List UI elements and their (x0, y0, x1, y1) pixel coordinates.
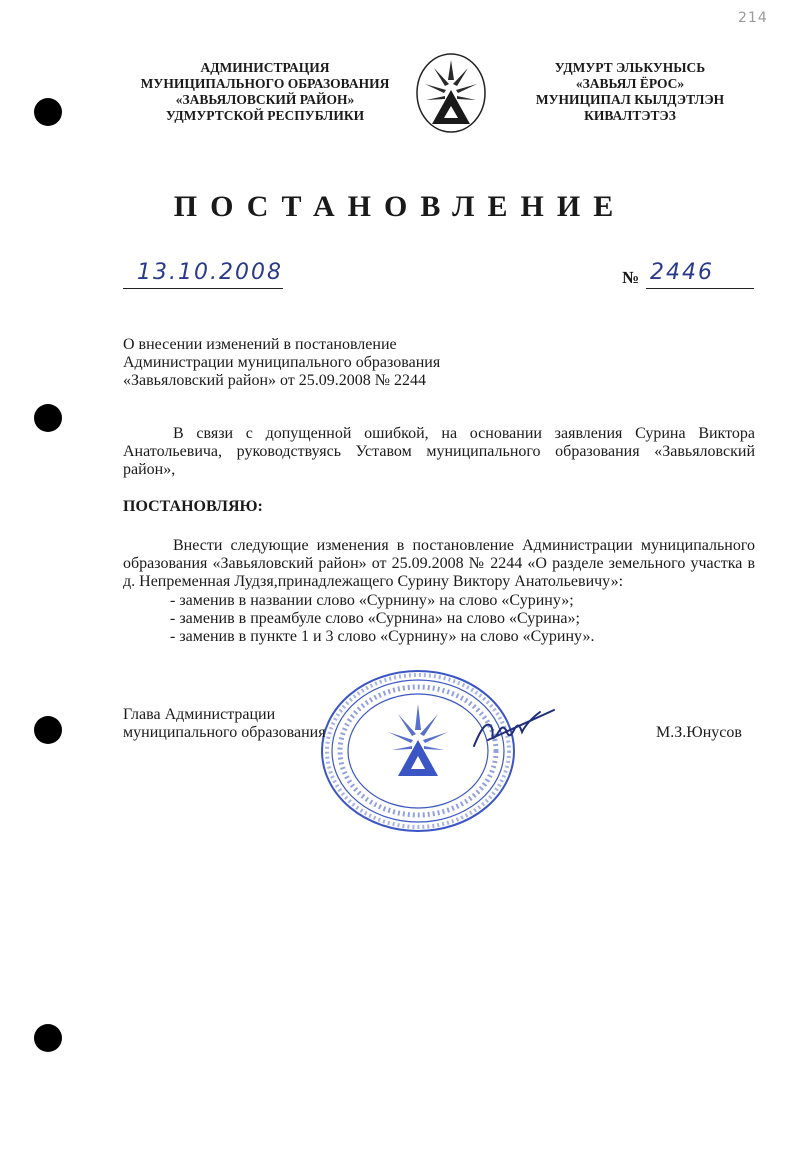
list-item: - заменив в преамбуле слово «Сурнина» на слово «Сурина»; (170, 610, 580, 627)
punch-hole (34, 1024, 62, 1052)
emblem-icon (414, 52, 488, 134)
subject-line: О внесении изменений в постановление (123, 336, 397, 353)
date-value: 13.10.2008 (137, 260, 283, 285)
punch-hole (34, 98, 62, 126)
punch-hole (34, 716, 62, 744)
decree-paragraph: Внести следующие изменения в постановление Администрации муниципального образования «Завьяловский район» от 25.09.2008 № 2244 «О разделе земельного участка в д. Непременная Лудзя,принадлежащего Сурину Виктору Анатольевичу»: (123, 537, 755, 590)
changes-list (170, 592, 594, 646)
signatory-name: М.З.Юнусов (656, 724, 742, 741)
number-field (646, 260, 754, 289)
header-right-line: УДМУРТ ЭЛЬКУНЫСЬ (554, 60, 706, 75)
header-right-line: КИВАЛТЭТЭЗ (584, 108, 676, 123)
list-item: - заменив в названии слово «Сурнину» на слово «Сурину»; (170, 592, 574, 609)
header-left-line: УДМУРТСКОЙ РЕСПУБЛИКИ (165, 108, 365, 123)
header-left-line: МУНИЦИПАЛЬНОГО ОБРАЗОВАНИЯ (140, 76, 390, 91)
header-right-line: «ЗАВЬЯЛ ЁРОС» (575, 76, 685, 91)
signatory-position (123, 706, 326, 742)
list-item: - заменив в пункте 1 и 3 слово «Сурнину» на слово «Сурину». (170, 628, 595, 645)
page-number: 214 (738, 10, 768, 26)
punch-hole (34, 404, 62, 432)
signature-icon (470, 706, 560, 758)
number-label: № (622, 268, 640, 287)
header-left (120, 60, 410, 124)
number-value: 2446 (650, 260, 714, 285)
preamble-paragraph: В связи с допущенной ошибкой, на основании заявления Сурина Виктора Анатольевича, руководствуясь Уставом муниципального образования «Завьяловский район», (123, 425, 755, 478)
header-left-line: АДМИНИСТРАЦИЯ (200, 60, 330, 75)
subject-line: Администрации муниципального образования (123, 354, 441, 371)
subject-line: «Завьяловский район» от 25.09.2008 № 2244 (123, 372, 427, 389)
decree-heading: ПОСТАНОВЛЯЮ: (123, 498, 263, 515)
signatory-position-line: Глава Администрации (123, 706, 276, 723)
signatory-position-line: муниципального образования (123, 724, 326, 741)
header-left-line: «ЗАВЬЯЛОВСКИЙ РАЙОН» (175, 92, 355, 107)
document-title: ПОСТАНОВЛЕНИЕ (173, 190, 627, 223)
document-subject (123, 336, 440, 390)
date-field (123, 260, 283, 289)
header-right (510, 60, 750, 124)
header-right-line: МУНИЦИПАЛ КЫЛДЭТЛЭН (535, 92, 725, 107)
